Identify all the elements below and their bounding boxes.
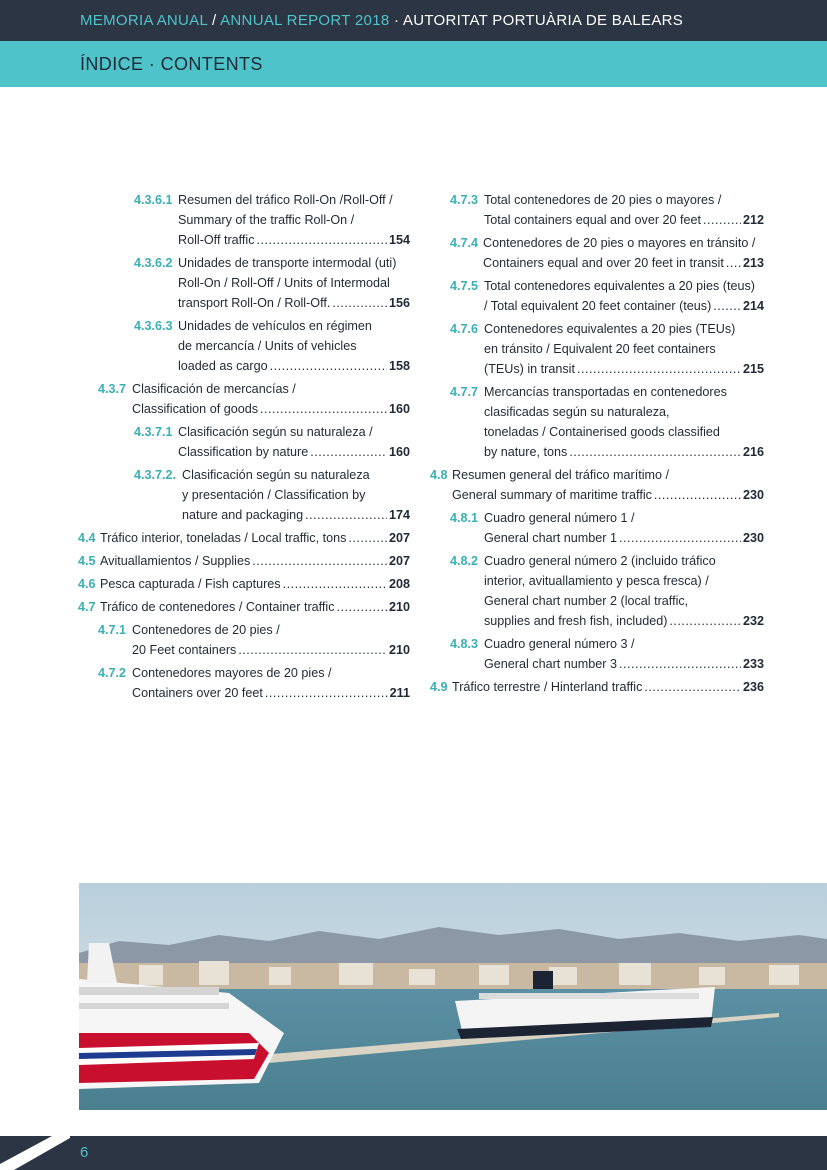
toc-entry-line: Contenedores mayores de 20 pies / [132, 666, 332, 680]
toc-entry-line: Cuadro general número 1 / [484, 511, 635, 525]
org-separator: · [389, 12, 403, 29]
toc-page-number: 236 [742, 680, 764, 694]
toc-leader-dots [283, 574, 387, 594]
toc-entry-last-line [484, 359, 764, 379]
toc-entry-line: Clasificación según su naturaleza [182, 468, 370, 482]
toc-entry-line: interior, avituallamiento y pesca fresca) / [484, 574, 709, 588]
harbor-illustration [79, 883, 827, 1110]
toc-entry-last-line [452, 485, 764, 505]
toc-leader-dots [726, 253, 741, 273]
toc-entry-line: Cuadro general número 3 / [484, 637, 635, 651]
toc-entry-last-line [484, 528, 764, 548]
toc-page-number: 158 [388, 359, 410, 373]
toc-page-number: 160 [388, 445, 410, 459]
harbor-photo [79, 883, 827, 1110]
toc-page-number: 207 [388, 554, 410, 568]
page-number: 6 [80, 1144, 89, 1161]
toc-entry-last-line [452, 677, 764, 697]
toc-entry-title: nature and packaging [182, 508, 304, 522]
toc-entry-title: Pesca capturada / Fish captures [100, 577, 281, 591]
toc-leader-dots [260, 399, 387, 419]
toc-entry-number: 4.7.6 [450, 322, 479, 336]
toc-entry[interactable] [430, 465, 764, 505]
toc-entry-number: 4.7.5 [450, 279, 479, 293]
toc-entry-last-line [182, 505, 410, 525]
section-title: ÍNDICE · CONTENTS [80, 54, 263, 74]
toc-entry-line: Contenedores equivalentes a 20 pies (TEUs) [484, 322, 736, 336]
toc-entry-line: Unidades de vehículos en régimen [178, 319, 372, 333]
toc-page-number: 211 [389, 686, 410, 700]
toc-page-number: 216 [742, 445, 764, 459]
toc-entry-number: 4.8.1 [450, 511, 479, 525]
toc-left-column [78, 190, 410, 706]
toc-entry-title: Tráfico interior, toneladas / Local traffic, tons [100, 531, 347, 545]
toc-entry-last-line [100, 528, 410, 548]
toc-entry-title: Containers equal and over 20 feet in transit [483, 256, 724, 270]
toc-page-number: 212 [742, 213, 764, 227]
toc-page-number: 210 [388, 643, 410, 657]
toc-leader-dots [257, 230, 387, 250]
toc-leader-dots [337, 597, 387, 617]
toc-entry-last-line [178, 442, 410, 462]
toc-entry-line: en tránsito / Equivalent 20 feet containers [484, 342, 716, 356]
toc-entry-line: Resumen general del tráfico marítimo / [452, 468, 669, 482]
toc-entry-line: Mercancías transportadas en contenedores [484, 385, 727, 399]
toc-page-number: 215 [742, 362, 764, 376]
toc-entry-line: toneladas / Containerised goods classified [484, 425, 720, 439]
toc-page-number: 213 [742, 256, 764, 270]
toc-entry-number: 4.3.6.2 [134, 256, 173, 270]
toc-leader-dots [713, 296, 741, 316]
toc-entry-last-line [100, 551, 410, 571]
toc-entry-number: 4.8 [430, 468, 448, 482]
toc-page-number: 210 [388, 600, 410, 614]
toc-entry[interactable] [78, 316, 410, 376]
toc-entry-number: 4.3.7 [98, 382, 127, 396]
toc-entry-number: 4.8.2 [450, 554, 479, 568]
toc-entry-last-line [483, 253, 764, 273]
toc-entry[interactable] [78, 253, 410, 313]
toc-entry-line: Total contenedores de 20 pies o mayores / [484, 193, 722, 207]
toc-entry-title: by nature, tons [484, 445, 568, 459]
toc-leader-dots [332, 293, 387, 313]
toc-entry[interactable] [430, 319, 764, 379]
toc-entry-number: 4.5 [78, 554, 96, 568]
toc-leader-dots [703, 210, 741, 230]
report-header-bar [0, 0, 827, 41]
toc-entry-number: 4.6 [78, 577, 96, 591]
toc-entry-line: Roll-On / Roll-Off / Units of Intermodal [178, 276, 390, 290]
toc-leader-dots [619, 654, 741, 674]
report-title-es: MEMORIA ANUAL [80, 12, 208, 29]
toc-entry-title: Classification of goods [132, 402, 259, 416]
toc-entry-number: 4.8.3 [450, 637, 479, 651]
toc-entry-number: 4.7.4 [450, 236, 479, 250]
toc-entry[interactable] [78, 551, 410, 571]
toc-entry-last-line [484, 611, 764, 631]
toc-leader-dots [238, 640, 387, 660]
toc-entry-last-line [100, 574, 410, 594]
toc-entry-line: Clasificación de mercancías / [132, 382, 296, 396]
toc-entry-last-line [132, 399, 410, 419]
toc-entry-title: Containers over 20 feet [132, 686, 263, 700]
toc-page-number: 230 [742, 488, 764, 502]
toc-entry-last-line [178, 293, 410, 313]
toc-entry[interactable] [78, 465, 410, 525]
toc-entry-title: Total containers equal and over 20 feet [484, 213, 702, 227]
toc-entry-last-line [178, 356, 410, 376]
toc-entry-title: General chart number 1 [484, 531, 618, 545]
toc-entry-last-line [178, 230, 410, 250]
toc-page-number: 174 [388, 508, 410, 522]
toc-entry-last-line [484, 442, 764, 462]
toc-leader-dots [310, 442, 387, 462]
toc-entry-number: 4.7.1 [98, 623, 127, 637]
title-separator: / [207, 12, 221, 29]
toc-leader-dots [305, 505, 387, 525]
toc-entry-title: Tráfico de contenedores / Container traffic [100, 600, 335, 614]
toc-entry-last-line [132, 640, 410, 660]
toc-entry-title: 20 Feet containers [132, 643, 237, 657]
toc-right-column [430, 190, 764, 700]
toc-entry-line: clasificadas según su naturaleza, [484, 405, 670, 419]
toc-entry[interactable] [430, 634, 764, 674]
toc-entry-line: de mercancía / Units of vehicles [178, 339, 357, 353]
toc-page-number: 214 [742, 299, 764, 313]
toc-entry-title: General chart number 3 [484, 657, 618, 671]
toc-entry-last-line [100, 597, 410, 617]
toc-entry[interactable] [430, 508, 764, 548]
toc-leader-dots [348, 528, 387, 548]
footer-diagonal-accent [0, 1136, 70, 1170]
toc-entry-line: Unidades de transporte intermodal (uti) [178, 256, 397, 270]
toc-entry[interactable] [78, 620, 410, 660]
toc-entry-line: Total contenedores equivalentes a 20 pies (teus) [484, 279, 755, 293]
toc-entry-last-line [484, 296, 764, 316]
toc-entry-title: transport Roll-On / Roll-Off. [178, 296, 331, 310]
toc-entry-last-line [484, 210, 764, 230]
toc-entry[interactable] [78, 528, 410, 548]
toc-page-number: 156 [388, 296, 410, 310]
toc-leader-dots [669, 611, 741, 631]
toc-entry-line: Contenedores de 20 pies / [132, 623, 280, 637]
toc-entry-number: 4.4 [78, 531, 96, 545]
toc-entry-title: Classification by nature [178, 445, 309, 459]
toc-entry[interactable] [430, 190, 764, 230]
toc-entry-line: General chart number 2 (local traffic, [484, 594, 689, 608]
toc-entry-line: Summary of the traffic Roll-On / [178, 213, 355, 227]
toc-entry[interactable] [430, 551, 764, 631]
report-title-en: ANNUAL REPORT 2018 [220, 12, 390, 29]
toc-leader-dots [644, 677, 741, 697]
toc-entry-number: 4.7.2 [98, 666, 127, 680]
toc-entry-line: Clasificación según su naturaleza / [178, 425, 373, 439]
toc-entry-number: 4.7 [78, 600, 96, 614]
toc-entry-title: supplies and fresh fish, included) [484, 614, 668, 628]
toc-entry[interactable] [78, 379, 410, 419]
toc-entry[interactable] [78, 190, 410, 250]
toc-entry-line: y presentación / Classification by [182, 488, 366, 502]
toc-entry-number: 4.3.6.1 [134, 193, 173, 207]
toc-entry-line: Cuadro general número 2 (incluido tráfico [484, 554, 716, 568]
toc-entry[interactable] [430, 276, 764, 316]
toc-entry-title: Avituallamientos / Supplies [100, 554, 251, 568]
toc-page-number: 232 [742, 614, 764, 628]
toc-leader-dots [654, 485, 741, 505]
toc-entry-title: loaded as cargo [178, 359, 268, 373]
toc-page-number: 233 [742, 657, 764, 671]
toc-leader-dots [252, 551, 387, 571]
section-title-bar [0, 41, 827, 87]
organization-name: AUTORITAT PORTUÀRIA DE BALEARS [402, 12, 684, 29]
toc-page-number: 154 [388, 233, 410, 247]
toc-leader-dots [270, 356, 387, 376]
toc-entry-title: / Total equivalent 20 feet container (teus) [484, 299, 712, 313]
toc-entry-title: Roll-Off traffic [178, 233, 255, 247]
toc-entry[interactable] [78, 422, 410, 462]
toc-leader-dots [577, 359, 741, 379]
toc-entry-line: Resumen del tráfico Roll-On /Roll-Off / [178, 193, 393, 207]
toc-entry-number: 4.9 [430, 680, 448, 694]
toc-entry[interactable] [430, 382, 764, 462]
toc-entry-number: 4.3.7.1 [134, 425, 173, 439]
toc-page-number: 230 [742, 531, 764, 545]
toc-page-number: 160 [388, 402, 410, 416]
toc-entry[interactable] [78, 574, 410, 594]
toc-entry-number: 4.3.7.2. [134, 468, 177, 482]
toc-entry-number: 4.7.3 [450, 193, 479, 207]
toc-entry-number: 4.7.7 [450, 385, 479, 399]
toc-entry-last-line [132, 683, 410, 703]
toc-page-number: 207 [388, 531, 410, 545]
toc-page-number: 208 [388, 577, 410, 591]
toc-entry[interactable] [78, 597, 410, 617]
toc-entry-title: Tráfico terrestre / Hinterland traffic [452, 680, 643, 694]
toc-entry-title: (TEUs) in transit [484, 362, 575, 376]
toc-entry[interactable] [430, 677, 764, 697]
toc-entry-line: Contenedores de 20 pies o mayores en tránsito / [483, 236, 756, 250]
toc-entry-title: General summary of maritime traffic [452, 488, 652, 502]
toc-entry[interactable] [430, 233, 764, 273]
toc-entry[interactable] [78, 663, 410, 703]
toc-entry-number: 4.3.6.3 [134, 319, 173, 333]
toc-leader-dots [569, 442, 741, 462]
toc-leader-dots [265, 683, 388, 703]
page-footer [0, 1136, 827, 1170]
toc-entry-last-line [484, 654, 764, 674]
toc-leader-dots [619, 528, 741, 548]
